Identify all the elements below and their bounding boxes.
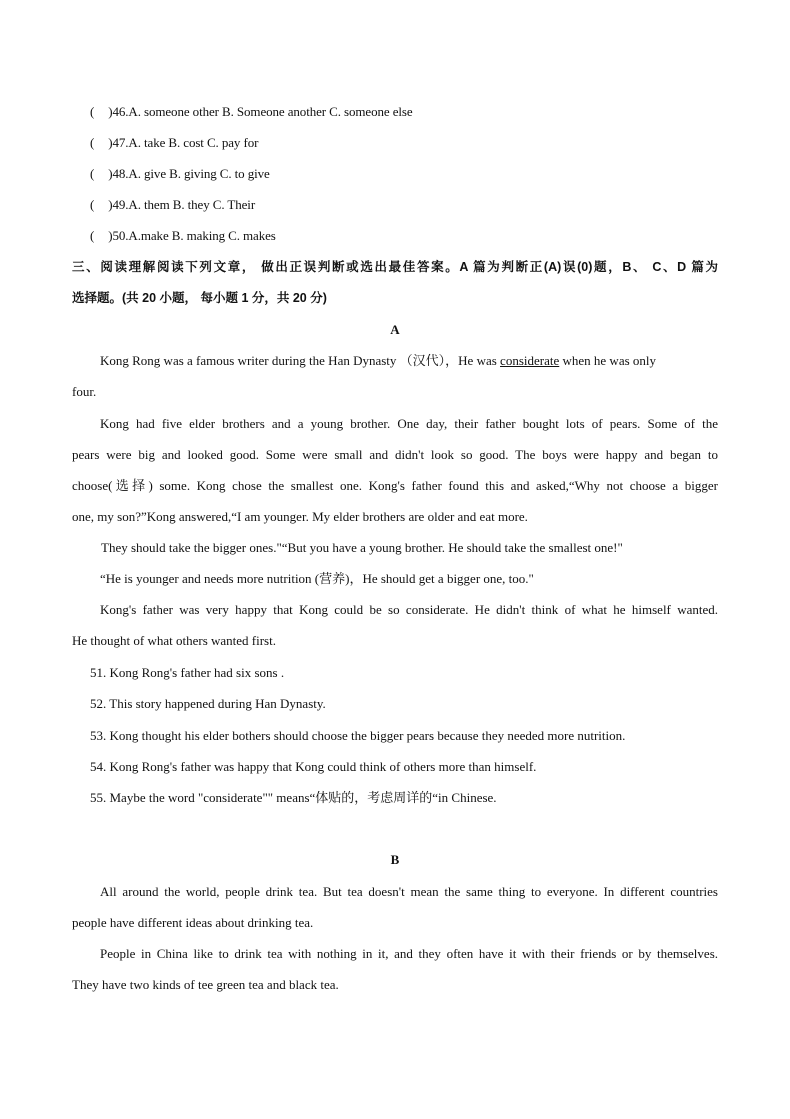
passage-a-p5-line2: He thought of what others wanted first.	[72, 633, 276, 648]
option-line-49	[90, 196, 255, 214]
option-line-48	[90, 165, 270, 183]
answer-bracket: (	[90, 166, 95, 181]
answer-bracket: (	[90, 135, 95, 150]
option-text: A. them B. they C. Their	[128, 197, 256, 212]
option-text: A. someone other B. Someone another C. someone else	[128, 104, 413, 119]
option-text: A. give B. giving C. to give	[128, 166, 270, 181]
passage-b-heading: B	[390, 852, 400, 867]
answer-bracket: (	[90, 228, 95, 243]
passage-a-p4: “He is younger and needs more nutrition (营养)，He should get a bigger one, too."	[100, 571, 534, 586]
passage-a-p5-line1: Kong's father was very happy that Kong could be so considerate. He didn't think of what he himself wanted.	[100, 602, 718, 617]
question-52: 52. This story happened during Han Dynasty.	[90, 696, 326, 711]
answer-bracket: (	[90, 104, 95, 119]
question-number: )47.	[108, 135, 129, 150]
section-instructions-line-2: 选择题。(共 20 小题， 每小题 1 分，共 20 分)	[72, 291, 327, 305]
option-text: A.make B. making C. makes	[128, 228, 276, 243]
question-number: )46.	[108, 104, 129, 119]
passage-a-p2-line1: Kong had five elder brothers and a young brother. One day, their father bought lots of pears. Some of the	[100, 416, 718, 431]
question-53: 53. Kong thought his elder bothers should choose the bigger pears because they needed more nutrition.	[90, 728, 626, 743]
question-54: 54. Kong Rong's father was happy that Kong could think of others more than himself.	[90, 759, 537, 774]
passage-a-p1-cont: four.	[72, 384, 97, 399]
underlined-word: considerate	[500, 353, 560, 368]
passage-a-heading: A	[390, 322, 400, 337]
question-number: )50.	[108, 228, 129, 243]
passage-b-p2-line1: People in China like to drink tea with nothing in it, and they often have it with their friends or by themselves.	[100, 946, 718, 961]
passage-b-p1-line2: people have different ideas about drinking tea.	[72, 915, 314, 930]
passage-a-p2-line2: pears were big and looked good. Some were small and didn't look so good. The boys were happy and began to	[72, 447, 718, 462]
question-55: 55. Maybe the word "considerate"" means“体贴的，考虑周详的“in Chinese.	[90, 790, 497, 805]
passage-a-p1	[100, 352, 718, 370]
passage-a-p2-line3: choose(选择) some. Kong chose the smallest one. Kong's father found this and asked,“Why not choose a bigger	[72, 478, 718, 493]
p1-text: Kong Rong was a famous writer during the Han Dynasty （汉代），He was	[100, 353, 501, 368]
section-instructions-line-1: 三、阅读理解阅读下列文章， 做出正误判断或选出最佳答案。A 篇为判断正(A)误(0)题，B、 C、D 篇为	[72, 260, 718, 274]
option-line-50	[90, 227, 276, 245]
question-number: )48.	[108, 166, 129, 181]
p1-text-end: when he was only	[559, 353, 657, 368]
option-line-46	[90, 103, 413, 121]
question-number: )49.	[108, 197, 129, 212]
passage-b-p1-line1: All around the world, people drink tea. But tea doesn't mean the same thing to everyone. In different countries	[100, 884, 718, 899]
answer-bracket: (	[90, 197, 95, 212]
passage-b-p2-line2: They have two kinds of tee green tea and black tea.	[72, 977, 339, 992]
passage-a-p2-line4: one, my son?”Kong answered,“I am younger. My elder brothers are older and eat more.	[72, 509, 528, 524]
question-51: 51. Kong Rong's father had six sons .	[90, 665, 285, 680]
option-line-47	[90, 134, 258, 152]
passage-a-p3: They should take the bigger ones."“But you have a young brother. He should take the smallest one!"	[101, 540, 623, 555]
option-text: A. take B. cost C. pay for	[128, 135, 259, 150]
